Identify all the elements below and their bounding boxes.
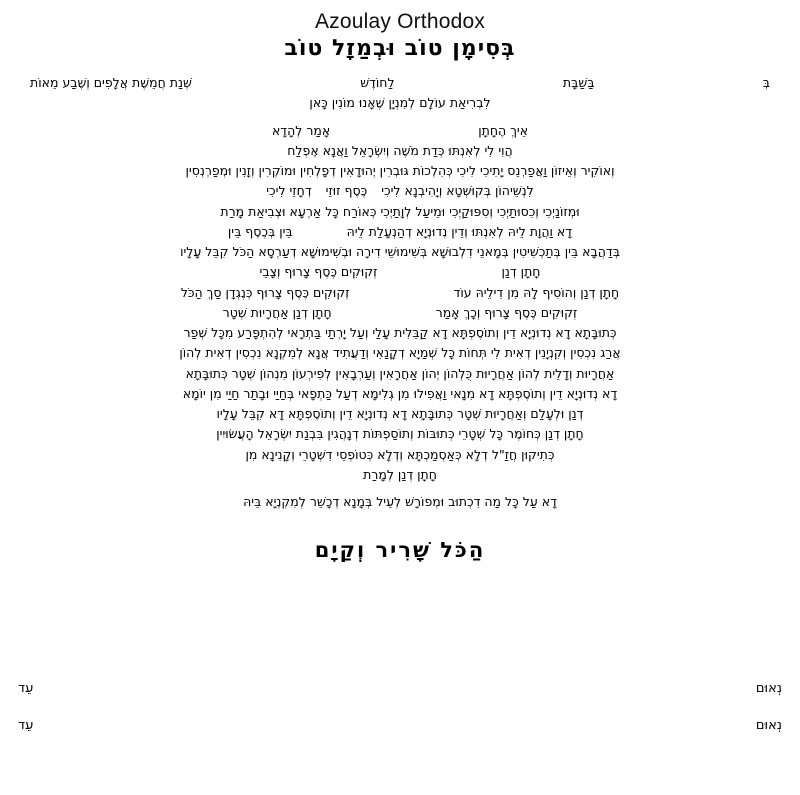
witness-label-2: נְאוּם [755, 718, 782, 733]
line3-left: אָמַר לְהָדָא [271, 122, 331, 138]
text-line-14: אֲרַג נִכְסִין וְקִנְיָנִין דְאִית לִי תְּחוֹת כָּל שְׁמַיָא דְקָנַאִי וְדַעֲתִיד אֲנָא לְמִקְנָא נִכְסִין דְאִית לְהוֹן [179, 345, 621, 361]
text-line-9: בְּדַהֲבָא בֵּין בְּתַכְשִׁיטִין בְּמָאנֵי דִלְבוּשָׁא בְּשִׁימוּשֵׁי דִירָה וּבְשִׁימוּשָׁא דְעַרְסָא הַכֹּל קִבֵּל עָלָיו [180, 244, 620, 259]
text-line-2: לִבְרִיאַת עוֹלָם לְמִנְיָן שֶׁאָנוּ מוֹנִין כָּאן [309, 95, 491, 111]
ed-label-2: עֵד [18, 718, 34, 733]
text-line-19: כְּתִיקוּן חֲזַ"ל דְלָא כְּאַסְמַכְתָּא וְדְלָא כְּטוֹפְסֵי דִשְׁטָרֵי וְקָנִינָא מִן [245, 446, 555, 462]
text-line-17: דְנַן וּלְעָלַם וְאַחֲרָיוּת שְׁטָר כְּתוּבָּתָא דָא נְדוּנְיָא דֵין וְתוֹסֶפְתָּא דָא קִבֵּל עָלָיו [216, 406, 584, 421]
text-line-6 [30, 181, 770, 201]
signature-area [18, 681, 782, 755]
signature-row-2 [18, 718, 782, 733]
line1-right: בַּשַׁבָּת [562, 75, 595, 90]
closing-statement: הַכֹּל שָׁרִיר וְקַיָם [314, 538, 486, 563]
line10-right: חָתָן דְנַן [501, 264, 541, 280]
witness-label-1: נְאוּם [755, 681, 782, 696]
text-line-7: וּמְזוֹנַיְכִי וְכִסוּתַיְכִי וְסִפּוּקַיְכִי וּמֵיעַל לְוָתַיְכִי כְּאוֹרַח כָּל אַרְעָא וּצְבִיאַת מָרַת [220, 203, 580, 219]
text-line-4: הֲוִי לִי לְאִנְתּוּ כְּדַת מֹשֶׁה וְיִשְׂרָאֵל וַאֲנָא אֶפְלַח [287, 142, 513, 158]
text-line-5: וְאוֹקִיר וְאֵיזוֹן וַאֲפַרְנֵס יָתִיכִי לִיכִי כְּהִלְכוֹת גּוּבְרִין יְהוּדָאִין דְפָלְחִין וּמוֹקְרִין וְזָנִין וּמְפַרְנְסִין [185, 163, 615, 178]
line1-far-right: בְּ [762, 75, 770, 90]
text-line-12 [30, 303, 770, 323]
signature-row-1 [18, 681, 782, 696]
line8-right: דָא וַהֲוָת לֵיהּ לְאִנְתּוּ וְדֵין נְדוּנְיָא דְהַנְעָלַת לֵיהּ [346, 223, 573, 239]
text-line-10 [30, 262, 770, 282]
line1-left: שְׁנַת חֲמֵשֶׁת אֲלָפִים וְשֶׁבַע מֵאוֹת [30, 75, 192, 90]
ed-label-1: עֵד [18, 681, 34, 696]
line11-left: זְקוּקִים כֶּסֶף צָרוּף כְּנֶגְדָן סַךְ הַכֹּל [180, 284, 350, 300]
line3-right: אֵיךְ הֶחָתָן [478, 122, 529, 138]
text-line-11 [30, 283, 770, 303]
line6-left: דְחָזֵי לִיכִי [266, 183, 312, 199]
text-line-1 [30, 73, 770, 93]
line6-mid: כֶּסֶף זוּזֵי [325, 183, 368, 199]
text-line-16: דָא נְדוּנְיָא דֵין וְתוֹסֶפְתָּא דָא מִנָאי וַאֲפִילוּ מִן גְלִימָא דְעַל כַּתְפָאי בְּחַיַי וּבָתַר חַיַי מִן יוֹמָא [182, 385, 618, 401]
line1-center: לַחוֹדֶשׁ [360, 75, 395, 90]
line12-left: חָתָן דְנַן אַחֲרָיוּת שְׁטָר [222, 304, 332, 320]
document-body [18, 73, 782, 512]
text-line-3 [30, 121, 770, 141]
text-line-21: דָא עַל כָּל מַה דִכְתוּב וּמְפוֹרָשׁ לְעֵיל בְּמָנָא דְכָשֵׁר לְמִקְנְיָא בֵּיהּ [243, 494, 557, 509]
text-line-15: אַחֲרָיוּת וְדָלֵית לְהוֹן אַחֲרָיוּת כֻּלְהוֹן יְהוֹן אַחֲרָאִין וְעַרְבָאִין לְפִירְעוֹן מִנְהוֹן שְׁטָר כְּתוּבָּתָא [185, 365, 615, 381]
line18-right: חָתָן דְנַן כְּחוֹמֶר כָּל שְׁטָרֵי כְּתוּבּוֹת וְתוֹסַפְתּוֹת דְנָהֲגִין בִּבְנַת יִשְׂרָאֵל הָעֲשׂוּיִין [216, 426, 584, 442]
line12-right: זְקוּקִים כֶּסֶף צָרוּף וְכָךְ אָמַר [435, 304, 578, 320]
text-line-8 [30, 222, 770, 242]
text-line-13: כְּתוּבָּתָא דָא נְדוּנְיָא דֵין וְתוֹסֶפְתָּא דָא קַבֵּלִית עָלַי וְעַל יָרְתַי בַּתְרָאי לְהִתְפָּרַע מִכָּל שְׁפַר [183, 325, 617, 340]
text-line-20: חָתָן דְנַן לְמָרַת [363, 466, 437, 482]
line8-left: בֵּין בְּכֶסֶף בֵּין [227, 223, 293, 239]
page-title: Azoulay Orthodox [314, 10, 486, 33]
hebrew-heading: בְּסִימָן טוֹב וּבְמַזָל טוֹב [284, 36, 516, 61]
line6-right: לִנְשֵׁיהוֹן בְּקוּשְׁטָא וְיָהִיבְנָא לִיכִי [381, 183, 534, 199]
line10-left: זְקוּקִים כֶּסֶף צָרוּף וְצָבֵי [259, 264, 378, 280]
text-line-18 [30, 424, 770, 444]
line11-right: חָתָן דְנַן וְהוֹסִיף לָהּ מִן דִילֵיהּ עוֹד [453, 284, 620, 300]
